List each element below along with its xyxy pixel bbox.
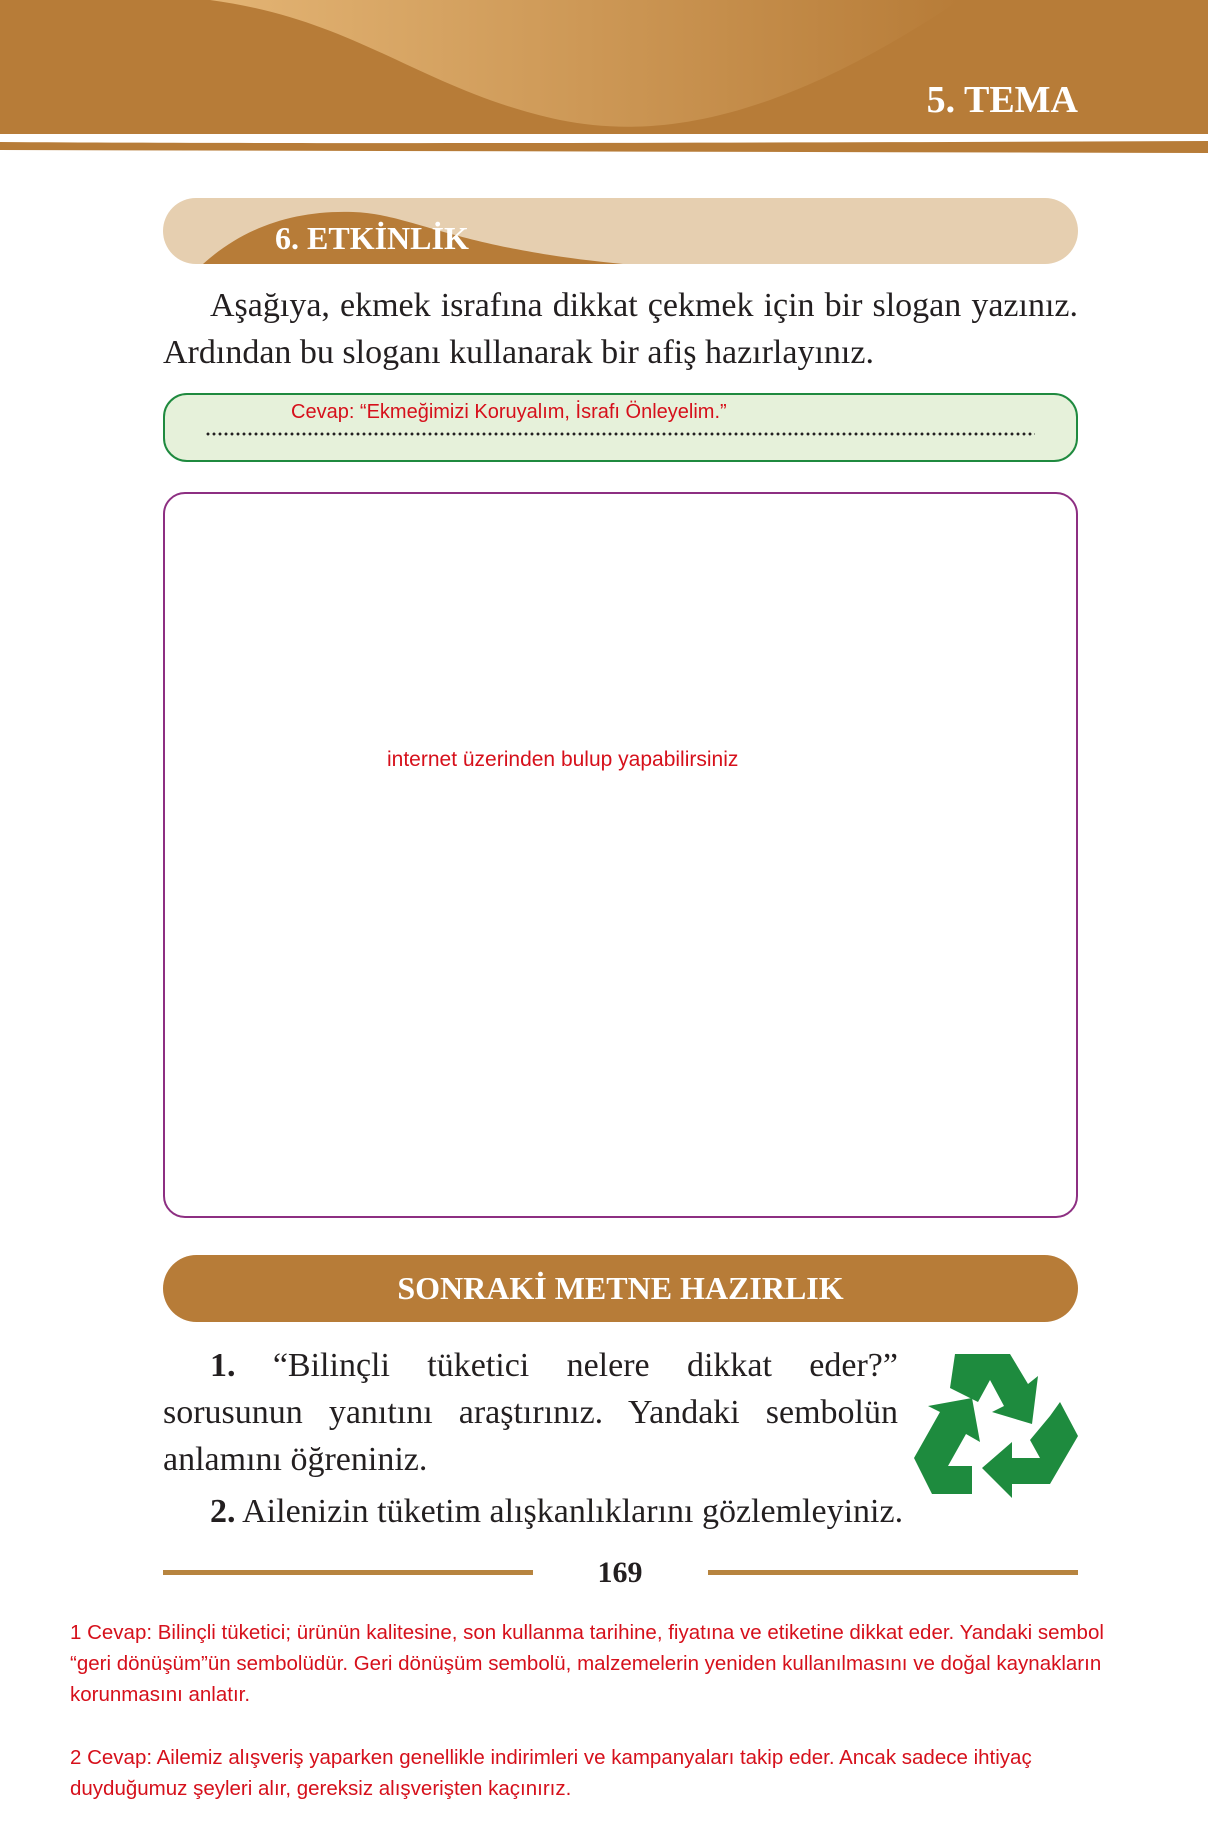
poster-area (163, 492, 1078, 1218)
poster-note: internet üzerinden bulup yapabilirsiniz (387, 748, 739, 771)
next-text-prep-bar (163, 1255, 1078, 1322)
item-number: 1. (210, 1347, 236, 1384)
slogan-answer-box (163, 393, 1078, 462)
slogan-answer: Cevap: “Ekmeğimizi Koruyalım, İsrafı Önleyelim.” (291, 401, 727, 423)
next-text-prep-title: SONRAKİ METNE HAZIRLIK (397, 1270, 844, 1306)
activity-instruction: Aşağıya, ekmek israfına dikkat çekmek için bir slogan yazınız. Ardından bu sloganı kullanarak bir afiş hazırlayınız. (163, 287, 1078, 371)
activity-title-bar (163, 198, 1078, 264)
page-number-rule-left (163, 1570, 533, 1575)
item-number: 2. (210, 1493, 236, 1530)
page-number-rule-right (708, 1570, 1078, 1575)
prep-item-2 (163, 1488, 923, 1535)
footnote-answer-2: 2 Cevap: Ailemiz alışveriş yaparken genellikle indirimleri ve kampanyaları takip eder. Ancak sadece ihtiyaç duyduğumuz şeyleri alır, gereksiz alışverişten kaçınırız. (70, 1746, 1032, 1800)
page-header-banner (0, 0, 1208, 155)
page-number: 169 (597, 1556, 643, 1589)
item-text: “Bilinçli tüketici nelere dikkat eder?” sorusunun yanıtını araştırınız. Yandaki sembolün anlamını öğreniniz. (163, 1347, 898, 1478)
item-text: Ailenizin tüketim alışkanlıklarını gözlemleyiniz. (235, 1493, 904, 1530)
recycle-icon (910, 1350, 1080, 1522)
prep-item-1 (163, 1342, 898, 1483)
dotted-answer-line (205, 431, 1035, 437)
theme-label: 5. TEMA (926, 79, 1078, 121)
activity-title: 6. ETKİNLİK (275, 220, 469, 256)
footnote-answer-1: 1 Cevap: Bilinçli tüketici; ürünün kalitesine, son kullanma tarihine, fiyatına ve etiketine dikkat eder. Yandaki sembol “geri dönüşüm”ün sembolüdür. Geri dönüşüm sembolü, malzemelerin yeniden kullanılmasını ve doğal kaynakların korunmasını anlatır. (70, 1621, 1104, 1706)
